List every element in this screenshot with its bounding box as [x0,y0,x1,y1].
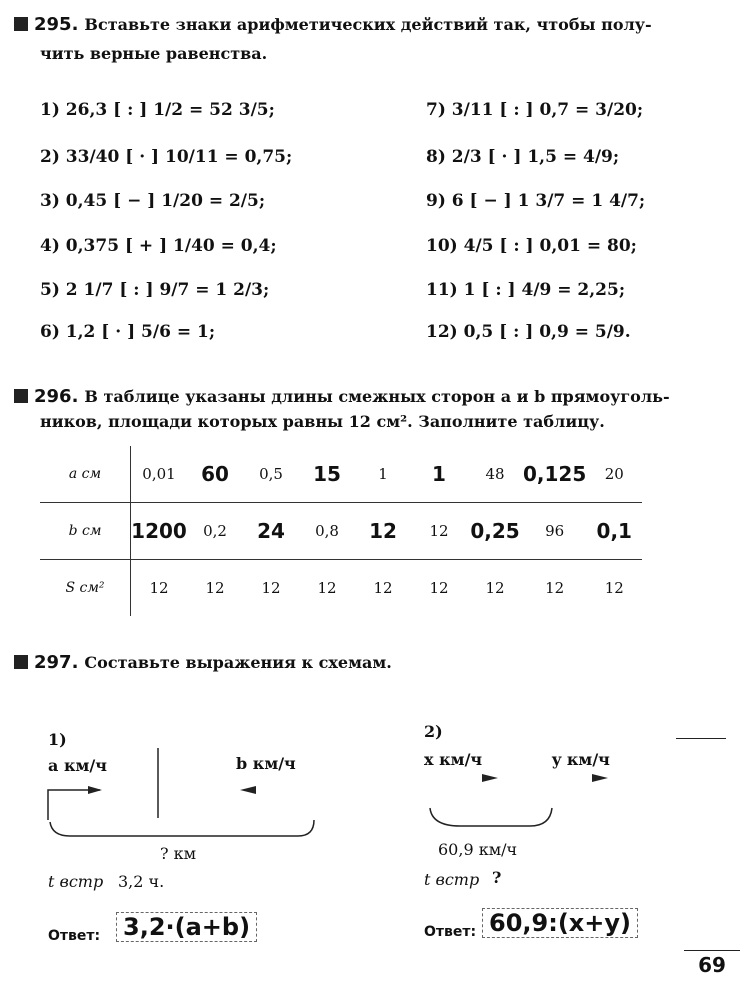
scheme2-time-label: t встр [424,870,480,889]
scheme2-time-value: ? [492,868,502,887]
row-a-label: a см [40,446,131,503]
table-cell: 0,01 [142,465,176,483]
table-cell: 0,25 [470,519,520,543]
distance-brace [50,820,314,836]
ex295-item-9: 9) 6 [ − ] 1 3/7 = 1 4/7; [426,191,646,211]
table-cell: 1200 [131,519,187,543]
table-cell: 12 [429,579,449,597]
table-cell: 1 [432,462,446,486]
scheme2-number: 2) [424,722,443,741]
ex295-item-4: 4) 0,375 [ + ] 1/40 = 0,4; [40,236,277,256]
table-cell: 12 [373,579,393,597]
ex296-table-wrap [40,446,642,616]
scheme1-right-speed: b км/ч [236,754,296,773]
scheme2-left-speed: x км/ч [424,750,483,769]
ex296-line1: В таблице указаны длины смежных сторон a и b прямоуголь- [84,387,670,406]
ex296-table [40,446,642,616]
ex295-item-8: 8) 2/3 [ · ] 1,5 = 4/9; [426,147,620,167]
scheme1-diagram [40,740,330,850]
exercise-marker-icon [14,17,28,31]
table-cell: 12 [317,579,337,597]
ex295-line1: Вставьте знаки арифметических действий так, чтобы полу- [84,15,652,34]
page-number: 69 [684,950,740,977]
divider-line [676,738,726,739]
scheme1-time-value: 3,2 ч. [118,872,165,891]
scheme1-answer: 3,2·(a+b) [116,912,257,942]
scheme2-right-speed: y км/ч [552,750,610,769]
ex295-item-3: 3) 0,45 [ − ] 1/20 = 2/5; [40,191,266,211]
ex296-header [14,386,670,407]
scheme1-answer-label: Ответ: [48,928,101,944]
table-cell: 12 [545,579,565,597]
scheme2-distance: 60,9 км/ч [438,840,518,859]
ex297-header [14,652,392,673]
ex295-item-10: 10) 4/5 [ : ] 0,01 = 80; [426,236,637,256]
table-cell: 0,1 [596,519,632,543]
table-cell: 96 [545,522,565,540]
ex295-item-12: 12) 0,5 [ : ] 0,9 = 5/9. [426,322,631,342]
ex295-item-11: 11) 1 [ : ] 4/9 = 2,25; [426,280,626,300]
table-cell: 12 [429,522,449,540]
exercise-marker-icon [14,389,28,403]
scheme1-left-speed: a км/ч [48,756,107,775]
arrow-right-icon [88,786,102,794]
ex295-number: 295. [34,14,79,35]
scheme2-answer: 60,9:(x+y) [482,908,638,938]
arrow-right-icon [482,774,498,782]
ex295-item-2: 2) 33/40 [ · ] 10/11 = 0,75; [40,147,293,167]
table-cell: 12 [369,519,397,543]
ex295-item-7: 7) 3/11 [ : ] 0,7 = 3/20; [426,100,644,120]
arrow-left-icon [240,786,256,794]
table-row [40,560,642,617]
table-cell: 12 [604,579,624,597]
scheme2-diagram [420,768,620,838]
table-cell: 0,8 [315,522,339,540]
table-cell: 12 [205,579,225,597]
table-cell: 0,2 [203,522,227,540]
table-row [40,503,642,560]
table-cell: 48 [485,465,505,483]
row-s-label: S см² [40,560,131,617]
arrow-right-icon [592,774,608,782]
table-cell: 20 [604,465,624,483]
table-cell: 12 [261,579,281,597]
table-cell: 15 [313,462,341,486]
table-cell: 0,125 [523,462,587,486]
ex295-item-1: 1) 26,3 [ : ] 1/2 = 52 3/5; [40,100,275,120]
scheme1-distance: ? км [160,844,197,863]
ex296-line2: ников, площади которых равны 12 см². Заполните таблицу. [40,412,605,431]
distance-brace [430,808,552,826]
table-cell: 0,5 [259,465,283,483]
ex295-header [14,14,652,35]
ex295-line2: чить верные равенства. [40,44,268,63]
table-cell: 12 [149,579,169,597]
table-cell: 60 [201,462,229,486]
scheme2-answer-label: Ответ: [424,924,477,940]
table-cell: 1 [378,465,388,483]
start-bracket [48,790,100,820]
ex297-number: 297. [34,652,79,673]
ex295-item-5: 5) 2 1/7 [ : ] 9/7 = 1 2/3; [40,280,270,300]
table-row [40,446,642,503]
table-cell: 12 [485,579,505,597]
row-b-label: b см [40,503,131,560]
table-cell: 24 [257,519,285,543]
ex295-item-6: 6) 1,2 [ · ] 5/6 = 1; [40,322,216,342]
ex297-title: Составьте выражения к схемам. [84,653,392,672]
exercise-marker-icon [14,655,28,669]
scheme1-time-label: t встр [48,872,104,891]
ex296-number: 296. [34,386,79,407]
scheme1-number: 1) [48,730,67,749]
